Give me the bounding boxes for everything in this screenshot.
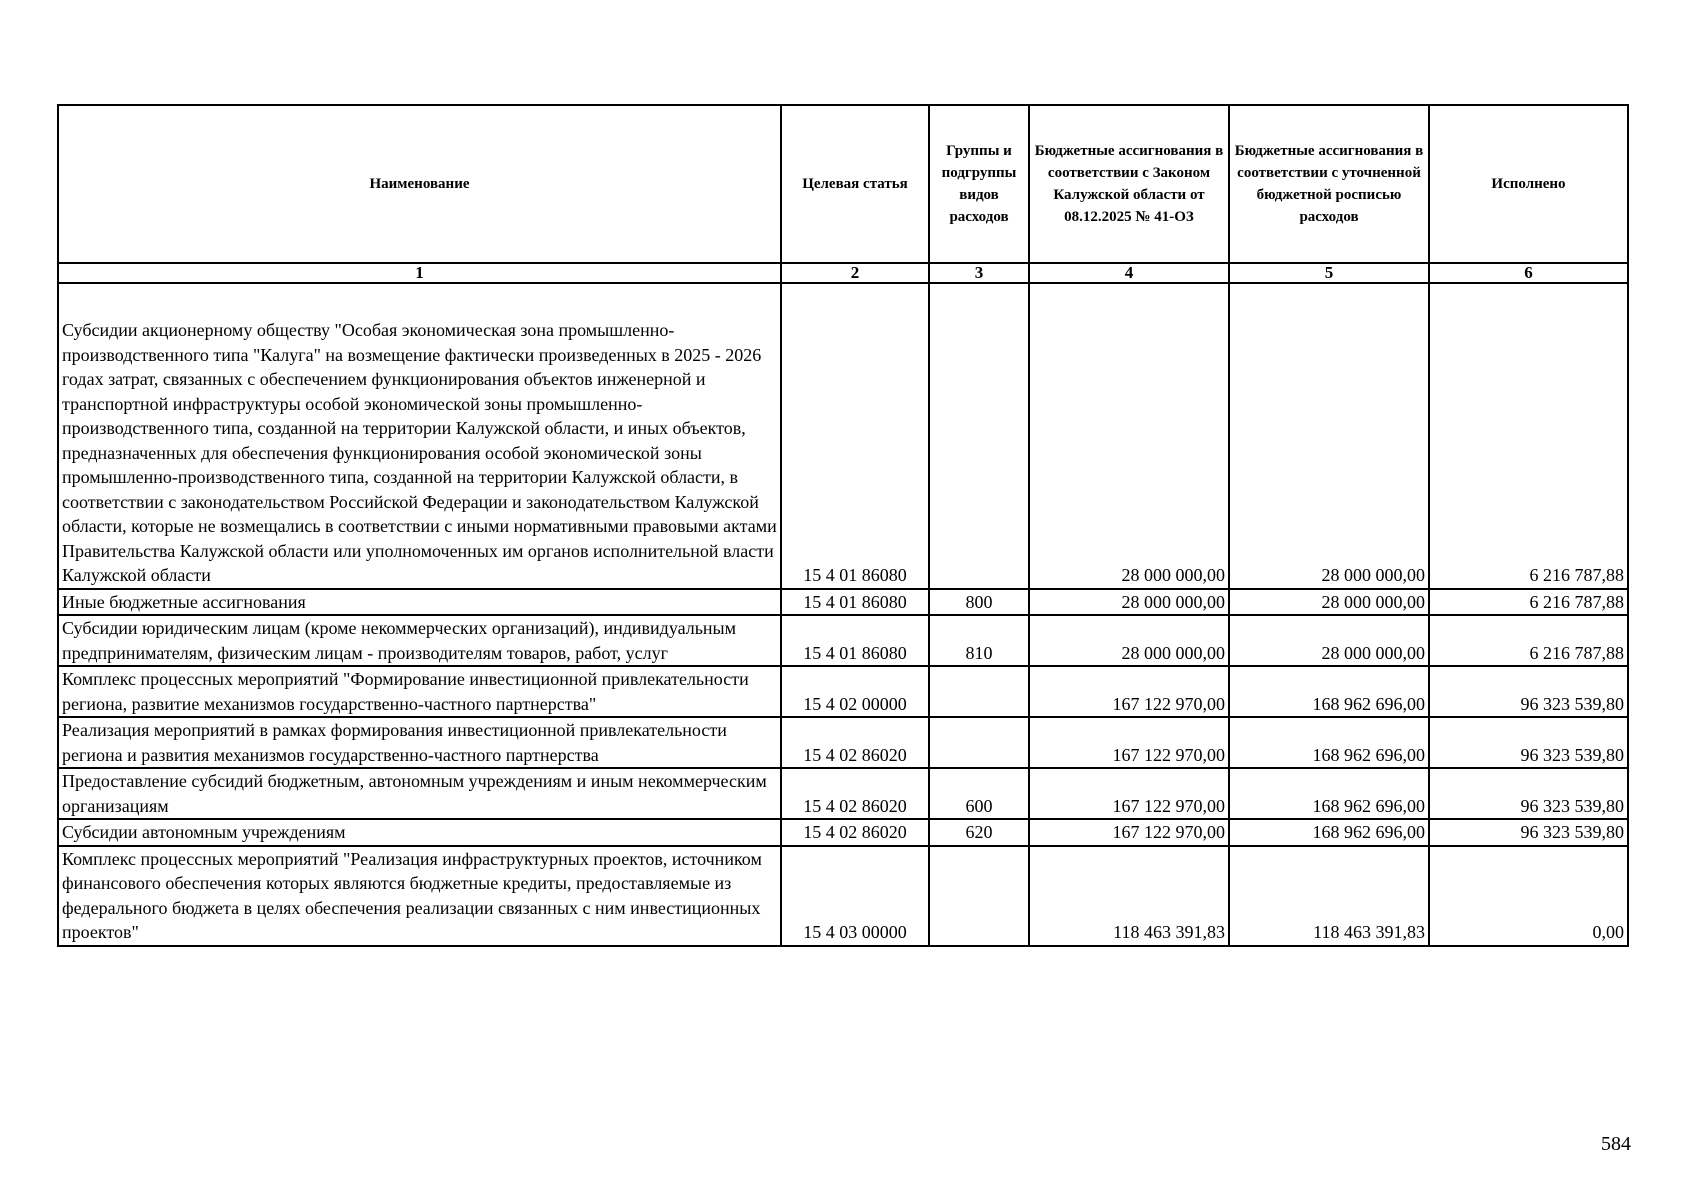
row-name: Субсидии юридическим лицам (кроме некоммерческих организаций), индивидуальным предпринимателям, физическим лицам - производителям товаров, работ, услуг	[58, 615, 781, 666]
row-group: 600	[929, 768, 1029, 819]
table-row	[58, 819, 1628, 846]
header-target: Целевая статья	[781, 105, 929, 263]
table-row	[58, 846, 1628, 946]
column-number: 2	[781, 263, 929, 283]
row-executed-amount: 6 216 787,88	[1429, 589, 1628, 616]
row-name: Субсидии акционерному обществу "Особая экономическая зона промышленно-производственного типа "Калуга" на возмещение фактически произведенных в 2025 - 2026 годах затрат, связанных с обеспечением функционирования объектов инженерной и транспортной инфраструктуры особой экономической зоны промышленно-производственного типа, созданной на территории Калужской области, и иных объектов, предназначенных для обеспечения функционирования особой экономической зоны промышленно-производственного типа, созданной на территории Калужской области, в соответствии с законодательством Российской Федерации и законодательством Калужской области, которые не возмещались в соответствии с иными нормативными правовыми актами Правительства Калужской области или уполномоченных им органов исполнительной власти Калужской области	[58, 283, 781, 589]
column-number-row	[58, 263, 1628, 283]
header-name: Наименование	[58, 105, 781, 263]
row-group: 620	[929, 819, 1029, 846]
row-executed-amount: 6 216 787,88	[1429, 283, 1628, 589]
row-law-amount: 28 000 000,00	[1029, 615, 1229, 666]
table-row	[58, 283, 1628, 589]
row-refined-amount: 168 962 696,00	[1229, 768, 1429, 819]
row-target-code: 15 4 02 86020	[781, 717, 929, 768]
row-law-amount: 167 122 970,00	[1029, 768, 1229, 819]
row-group	[929, 666, 1029, 717]
row-law-amount: 118 463 391,83	[1029, 846, 1229, 946]
row-name: Предоставление субсидий бюджетным, автономным учреждениям и иным некоммерческим организациям	[58, 768, 781, 819]
row-target-code: 15 4 02 00000	[781, 666, 929, 717]
row-target-code: 15 4 01 86080	[781, 589, 929, 616]
row-target-code: 15 4 02 86020	[781, 819, 929, 846]
row-group: 800	[929, 589, 1029, 616]
row-refined-amount: 28 000 000,00	[1229, 283, 1429, 589]
row-law-amount: 167 122 970,00	[1029, 717, 1229, 768]
row-refined-amount: 168 962 696,00	[1229, 666, 1429, 717]
row-target-code: 15 4 01 86080	[781, 283, 929, 589]
row-target-code: 15 4 03 00000	[781, 846, 929, 946]
header-row	[58, 105, 1628, 263]
column-number: 5	[1229, 263, 1429, 283]
row-law-amount: 167 122 970,00	[1029, 819, 1229, 846]
row-group	[929, 283, 1029, 589]
row-executed-amount: 0,00	[1429, 846, 1628, 946]
budget-table	[57, 104, 1629, 947]
column-number: 3	[929, 263, 1029, 283]
row-name: Иные бюджетные ассигнования	[58, 589, 781, 616]
row-name: Субсидии автономным учреждениям	[58, 819, 781, 846]
row-name: Комплекс процессных мероприятий "Реализация инфраструктурных проектов, источником финансового обеспечения которых являются бюджетные кредиты, предоставляемые из федерального бюджета в целях обеспечения реализации связанных с ним инвестиционных проектов"	[58, 846, 781, 946]
row-refined-amount: 168 962 696,00	[1229, 717, 1429, 768]
table-row	[58, 589, 1628, 616]
table-row	[58, 615, 1628, 666]
row-executed-amount: 96 323 539,80	[1429, 666, 1628, 717]
table-row	[58, 666, 1628, 717]
row-law-amount: 167 122 970,00	[1029, 666, 1229, 717]
row-group: 810	[929, 615, 1029, 666]
column-number: 6	[1429, 263, 1628, 283]
header-law: Бюджетные ассигнования в соответствии с Законом Калужской области от 08.12.2025 № 41-ОЗ	[1029, 105, 1229, 263]
row-executed-amount: 96 323 539,80	[1429, 717, 1628, 768]
row-refined-amount: 168 962 696,00	[1229, 819, 1429, 846]
row-refined-amount: 28 000 000,00	[1229, 589, 1429, 616]
header-groups: Группы и подгруппы видов расходов	[929, 105, 1029, 263]
row-executed-amount: 96 323 539,80	[1429, 819, 1628, 846]
row-group	[929, 846, 1029, 946]
table-row	[58, 717, 1628, 768]
row-refined-amount: 28 000 000,00	[1229, 615, 1429, 666]
row-law-amount: 28 000 000,00	[1029, 283, 1229, 589]
header-refined: Бюджетные ассигнования в соответствии с уточненной бюджетной росписью расходов	[1229, 105, 1429, 263]
row-executed-amount: 96 323 539,80	[1429, 768, 1628, 819]
row-name: Комплекс процессных мероприятий "Формирование инвестиционной привлекательности региона, развитие механизмов государственно-частного партнерства"	[58, 666, 781, 717]
column-number: 1	[58, 263, 781, 283]
header-executed: Исполнено	[1429, 105, 1628, 263]
row-name: Реализация мероприятий в рамках формирования инвестиционной привлекательности региона и развития механизмов государственно-частного партнерства	[58, 717, 781, 768]
row-target-code: 15 4 02 86020	[781, 768, 929, 819]
row-group	[929, 717, 1029, 768]
page-number: 584	[1601, 1133, 1631, 1155]
row-refined-amount: 118 463 391,83	[1229, 846, 1429, 946]
table-row	[58, 768, 1628, 819]
row-law-amount: 28 000 000,00	[1029, 589, 1229, 616]
row-executed-amount: 6 216 787,88	[1429, 615, 1628, 666]
row-target-code: 15 4 01 86080	[781, 615, 929, 666]
column-number: 4	[1029, 263, 1229, 283]
